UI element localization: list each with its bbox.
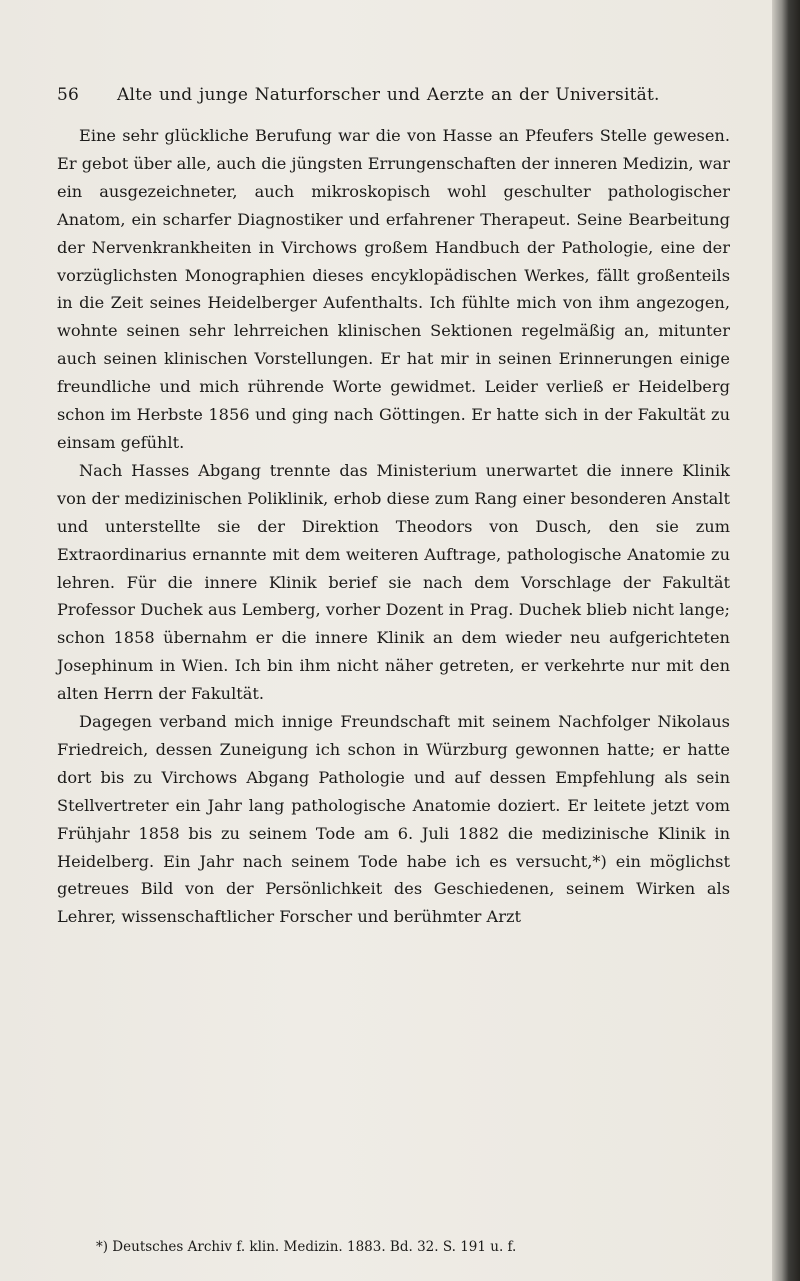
paragraph: Eine sehr glückliche Berufung war die von Hasse an Pfeufers Stelle gewesen. Er gebot über alle, auch die jüngsten Errungenschaften der inneren Medizin, war ein ausgezeichneter, auch mikroskopisch wohl geschulter pathologischer Anatom, ein scharfer Diagnostiker und erfahrener Therapeut. Seine Bearbeitung der Nervenkrankheiten in Virchows großem Handbuch der Pathologie, eine der vorzüglichsten Monographien dieses encyklopädischen Werkes, fällt großenteils in die Zeit seines Heidelberger Aufenthalts. Ich fühlte mich von ihm angezogen, wohnte seinen sehr lehrreichen klinischen Sektionen regelmäßig an, mitunter auch seinen klinischen Vorstellungen. Er hat mir in seinen Erinnerungen einige freundliche und mich rührende Worte gewidmet. Leider verließ er Heidelberg schon im Herbste 1856 und ging nach Göttingen. Er hatte sich in der Fakultät zu einsam gefühlt.: [57, 126, 730, 452]
book-spine-shadow: [772, 0, 800, 1281]
paragraph: Nach Hasses Abgang trennte das Ministerium unerwartet die innere Klinik von der medizinischen Poliklinik, erhob diese zum Rang einer besonderen Anstalt und unterstellte sie der Direktion Theodors von Dusch, den sie zum Extraordinarius ernannte mit dem weiteren Auftrage, pathologische Anatomie zu lehren. Für die innere Klinik berief sie nach dem Vorschlage der Fakultät Professor Duchek aus Lemberg, vorher Dozent in Prag. Duchek blieb nicht lange; schon 1858 übernahm er die innere Klinik an dem wieder neu aufgerichteten Josephinum in Wien. Ich bin ihm nicht näher getreten, er verkehrte nur mit den alten Herrn der Fakultät.: [57, 460, 730, 704]
footnote: *) Deutsches Archiv f. klin. Medizin. 1883. Bd. 32. S. 191 u. f.: [96, 1239, 517, 1255]
page-header: [57, 85, 697, 115]
running-title: Alte und junge Naturforscher und Aerzte an der Universität.: [117, 85, 660, 105]
paragraph: Dagegen verband mich innige Freundschaft mit seinem Nachfolger Nikolaus Friedreich, dessen Zuneigung ich schon in Würzburg gewonnen hatte; er hatte dort bis zu Virchows Abgang Pathologie und auf dessen Empfehlung als sein Stellvertreter ein Jahr lang pathologische Anatomie doziert. Er leitete jetzt vom Frühjahr 1858 bis zu seinem Tode am 6. Juli 1882 die medizinische Klinik in Heidelberg. Ein Jahr nach seinem Tode habe ich es versucht,*) ein möglichst getreues Bild von der Persönlichkeit des Geschiedenen, seinem Wirken als Lehrer, wissenschaftlicher Forscher und berühmter Arzt: [57, 712, 730, 927]
main-text: [57, 122, 730, 931]
page-number: 56: [57, 85, 80, 105]
